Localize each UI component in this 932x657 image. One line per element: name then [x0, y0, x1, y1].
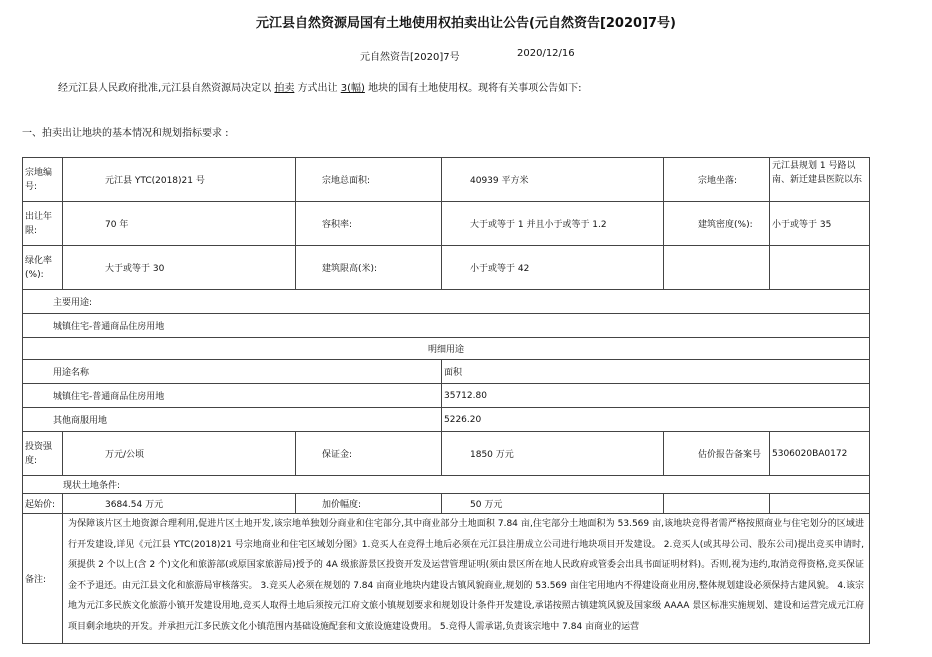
deposit-value: 1850 万元: [442, 432, 664, 476]
density-value: 小于或等于 35: [770, 202, 870, 246]
use-name: 城镇住宅-普通商品住房用地: [23, 384, 442, 408]
table-row: [23, 384, 870, 408]
parcel-no-label: 宗地编号:: [23, 158, 63, 202]
density-label: 建筑密度(%):: [664, 202, 770, 246]
table-row: [23, 408, 870, 432]
detail-use-header: 明细用途: [23, 338, 870, 360]
invest-value: 万元/公顷: [63, 432, 296, 476]
start-price-value: 3684.54 万元: [63, 494, 296, 514]
green-label: 绿化率(%):: [23, 246, 63, 290]
total-area-label: 宗地总面积:: [296, 158, 442, 202]
far-label: 容积率:: [296, 202, 442, 246]
term-label: 出让年限:: [23, 202, 63, 246]
green-value: 大于或等于 30: [63, 246, 296, 290]
location-label: 宗地坐落:: [664, 158, 770, 202]
notes-text: 为保障该片区土地资源合理利用,促进片区土地开发,该宗地单独划分商业和住宅部分,其中商业部分土地面积 7.84 亩,住宅部分土地面积为 53.569 亩,该地块竞得者需严格按照商业与住宅划分的区域进行开发建设,详见《元江县 YTC(2018)21 号宗地商业和住宅区域划分图》1.竞买人在竞得土地后必须在元江县注册成立公司进行地块项目开发建设。 2.竞买人(或其母公司、股东公司)提出竞买申请时,须提供 2 个以上(含 2 个)文化和旅游部(或原国家旅游局)授予的 4A 级旅游景区投资开发及运营管理证明(须由景区所在地人民政府或管委会出具书面证明材料)。否则,视为违约,取消竞得资格,竞买保证金不予退还。由元江县文化和旅游局审核落实。 3.竞买人必须在规划的 7.84 亩商业地块内建设古镇风貌商业,规划的 53.569 亩住宅用地内不得建设商业用房,整体规划建设必须保持古建风貌。 4.该宗地为元江多民族文化旅游小镇开发建设用地,竞买人取得土地后须按元江府文旅小镇规划要求和规划设计条件开发建设,承诺按照古镇建筑风貌及国家级 AAAA 景区标准实施规划、建设和运营完成元江府项目剩余地块的开发。并承担元江多民族文化小镇范围内基础设施配套和文旅设施建设费用。 5.竞得人需承诺,负责该宗地中 7.84 亩商业的运营: [68, 519, 864, 632]
use-area: 5226.20: [442, 408, 870, 432]
use-name: 其他商服用地: [23, 408, 442, 432]
parcel-no-value: 元江县 YTC(2018)21 号: [63, 158, 296, 202]
notes-label: 备注:: [23, 514, 63, 644]
height-value: 小于或等于 42: [442, 246, 664, 290]
deposit-label: 保证金:: [296, 432, 442, 476]
intro-text-1: 经元江县人民政府批准,元江县自然资源局决定以: [58, 83, 275, 94]
intro-text-2: 方式出让: [294, 83, 341, 94]
location-value: 元江县规划 1 号路以南、新迁建县医院以东: [770, 158, 870, 202]
main-use-label: 主要用途:: [23, 290, 870, 314]
use-name-header: 用途名称: [23, 360, 442, 384]
publish-date: 2020/12/16: [517, 48, 575, 59]
use-area: 35712.80: [442, 384, 870, 408]
increment-value: 50 万元: [442, 494, 664, 514]
main-use-value: 城镇住宅-普通商品住房用地: [23, 314, 870, 338]
status-label: 现状土地条件:: [23, 476, 870, 494]
total-area-value: 40939 平方米: [442, 158, 664, 202]
appraisal-label: 估价报告备案号: [664, 432, 770, 476]
use-area-header: 面积: [442, 360, 870, 384]
intro-method: 拍卖: [274, 83, 295, 94]
page-title: 元江县自然资源局国有土地使用权拍卖出让公告(元自然资告[2020]7号): [256, 16, 676, 31]
start-price-label: 起始价:: [23, 494, 63, 514]
invest-label: 投资强度:: [23, 432, 63, 476]
appraisal-value: 5306020BA0172: [770, 432, 870, 476]
increment-label: 加价幅度:: [296, 494, 442, 514]
section-heading: 一、拍卖出让地块的基本情况和规划指标要求 :: [22, 128, 229, 139]
notes-cell: [63, 514, 870, 644]
document-number: 元自然资告[2020]7号: [360, 52, 460, 63]
intro-text-3: 地块的国有土地使用权。现将有关事项公告如下:: [364, 83, 582, 94]
intro-paragraph: [58, 79, 581, 94]
height-label: 建筑限高(米):: [296, 246, 442, 290]
intro-count: 3(幅): [340, 83, 365, 94]
term-value: 70 年: [63, 202, 296, 246]
far-value: 大于或等于 1 并且小于或等于 1.2: [442, 202, 664, 246]
parcel-table: [22, 157, 870, 644]
